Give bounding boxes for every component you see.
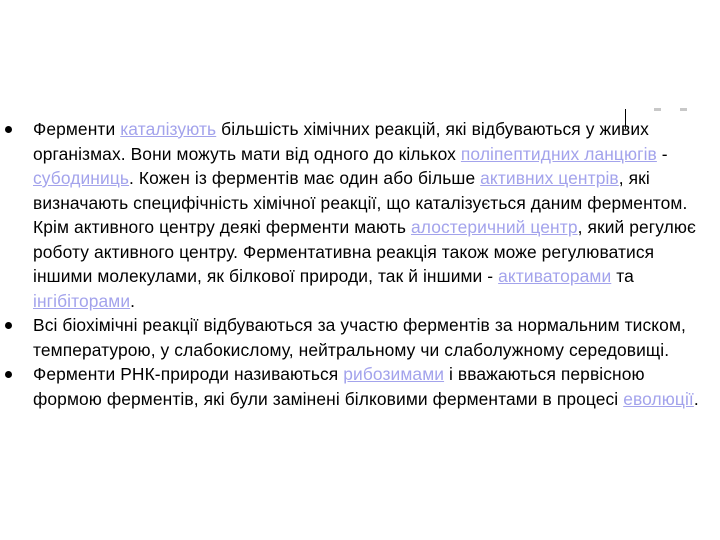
term-link[interactable]: активаторами [498,266,612,286]
term-link[interactable]: активних центрів [480,168,619,188]
bullet-icon [5,126,12,133]
bullet-text [33,119,696,311]
text-segment: . Кожен із ферментів має один або більше [129,168,481,188]
text-segment: і вважаються первісною формою ферментів, які були замінені білковими ферментами в процесі [33,364,645,409]
bullet-item [0,313,720,362]
bullet-list [0,117,720,411]
term-link[interactable]: еволюції [623,388,694,409]
decorative-dash [680,108,687,111]
text-segment: . [693,388,699,409]
term-link[interactable]: субодиниць [33,168,130,188]
bullet-item [0,362,720,411]
term-link[interactable]: поліпептидних ланцюгів [460,143,657,164]
decorative-dash [654,108,661,111]
text-segment: . [130,290,136,311]
bullet-item [0,117,720,313]
term-link[interactable]: рибозимами [343,364,445,384]
text-segment: Ферменти РНК-природи називаються [33,364,344,384]
text-segment: Ферменти [33,119,121,139]
text-segment: та [611,266,634,286]
term-link[interactable]: інгібіторами [33,290,131,311]
text-segment: , який регулює роботу активного центру. Ферментативна реакція також може регулюватися іншими молекулами, як білкової природи, так й іншими - [33,217,697,286]
text-segment: - [656,143,668,164]
bullet-icon [5,322,12,329]
text-segment: більшість хімічних реакцій, які відбуваються у живих організмах. Вони можуть мати від одного до кількох [33,119,649,164]
bullet-text [33,364,699,409]
bullet-text [33,315,686,360]
text-segment: Всі біохімічні реакції відбуваються за участю ферментів за нормальним тиском, температурою, у слабокислому, нейтральному чи слаболужному середовищі. [33,315,686,360]
text-segment: , які визначають специфічність хімічної реакції, що каталізується даним ферментом. Крім активного центру деякі ферменти мають [33,168,688,237]
term-link[interactable]: алостеричний центр [410,217,578,237]
bullet-icon [5,371,12,378]
term-link[interactable]: каталізують [120,119,217,139]
